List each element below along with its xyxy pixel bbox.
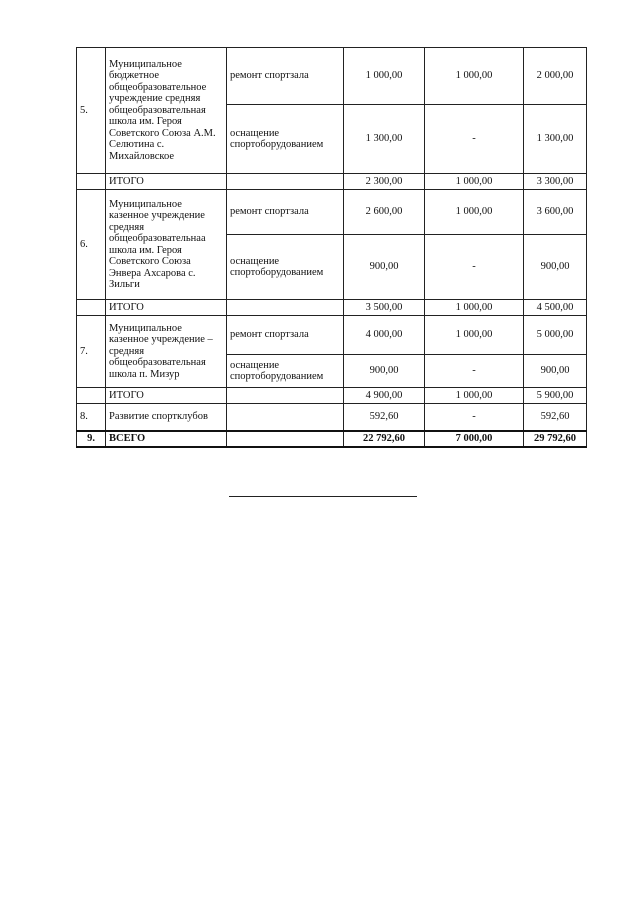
closing-line bbox=[229, 496, 417, 497]
value-cell: 1 000,00 bbox=[425, 48, 524, 105]
row-number: 5. bbox=[77, 48, 106, 174]
value-cell: 3 600,00 bbox=[524, 190, 587, 235]
grand-total-row bbox=[77, 431, 587, 447]
value-cell: - bbox=[425, 105, 524, 174]
value-cell: 1 000,00 bbox=[425, 316, 524, 355]
value-cell: 3 300,00 bbox=[524, 174, 587, 190]
empty-cell bbox=[77, 174, 106, 190]
value-cell: 5 900,00 bbox=[524, 388, 587, 404]
value-cell: - bbox=[425, 404, 524, 432]
value-cell: 900,00 bbox=[344, 235, 425, 300]
activity-cell: ремонт спортзала bbox=[227, 316, 344, 355]
value-cell: 4 000,00 bbox=[344, 316, 425, 355]
value-cell: 4 500,00 bbox=[524, 300, 587, 316]
organization-name: Муниципальное казенное учреждение средняя общеобразовательнаа школа им. Героя Советского Союза Энвера Ахсарова с. Зильги bbox=[106, 190, 227, 300]
budget-table bbox=[76, 47, 587, 448]
value-cell: 4 900,00 bbox=[344, 388, 425, 404]
total-row bbox=[77, 174, 587, 190]
activity-cell: оснащение спортоборудованием bbox=[227, 105, 344, 174]
activity-cell: ремонт спортзала bbox=[227, 48, 344, 105]
organization-name: Муниципальное казенное учреждение – средняя общеобразовательная школа п. Мизур bbox=[106, 316, 227, 388]
value-cell: 1 000,00 bbox=[425, 174, 524, 190]
value-cell: 900,00 bbox=[524, 355, 587, 388]
value-cell: 1 000,00 bbox=[425, 300, 524, 316]
value-cell: 1 300,00 bbox=[524, 105, 587, 174]
activity-cell: ремонт спортзала bbox=[227, 190, 344, 235]
empty-cell bbox=[77, 388, 106, 404]
value-cell: 900,00 bbox=[344, 355, 425, 388]
total-row bbox=[77, 388, 587, 404]
value-cell: 592,60 bbox=[524, 404, 587, 432]
organization-name: Муниципальное бюджетное общеобразовательное учреждение средняя общеобразовательная школа им. Героя Советского Союза А.М. Селютина с. Михайловское bbox=[106, 48, 227, 174]
row-number: 7. bbox=[77, 316, 106, 388]
grand-total-label: ВСЕГО bbox=[106, 431, 227, 447]
table-row bbox=[77, 404, 587, 432]
value-cell: 900,00 bbox=[524, 235, 587, 300]
value-cell: 7 000,00 bbox=[425, 431, 524, 447]
value-cell: - bbox=[425, 235, 524, 300]
activity-cell: оснащение спортоборудованием bbox=[227, 235, 344, 300]
value-cell: 29 792,60 bbox=[524, 431, 587, 447]
table-row bbox=[77, 316, 587, 355]
row-number: 6. bbox=[77, 190, 106, 300]
value-cell: 22 792,60 bbox=[344, 431, 425, 447]
empty-cell bbox=[227, 300, 344, 316]
row-number: 9. bbox=[77, 431, 106, 447]
empty-cell bbox=[227, 404, 344, 432]
table-row bbox=[77, 190, 587, 235]
table-row bbox=[77, 48, 587, 105]
activity-cell: оснащение спортоборудованием bbox=[227, 355, 344, 388]
empty-cell bbox=[77, 300, 106, 316]
value-cell: 5 000,00 bbox=[524, 316, 587, 355]
empty-cell bbox=[227, 174, 344, 190]
row-number: 8. bbox=[77, 404, 106, 432]
value-cell: 1 000,00 bbox=[425, 388, 524, 404]
sport-clubs-label: Развитие спортклубов bbox=[106, 404, 227, 432]
value-cell: 1 300,00 bbox=[344, 105, 425, 174]
value-cell: - bbox=[425, 355, 524, 388]
total-row bbox=[77, 300, 587, 316]
total-label: ИТОГО bbox=[106, 388, 227, 404]
value-cell: 592,60 bbox=[344, 404, 425, 432]
value-cell: 2 300,00 bbox=[344, 174, 425, 190]
value-cell: 1 000,00 bbox=[344, 48, 425, 105]
value-cell: 1 000,00 bbox=[425, 190, 524, 235]
total-label: ИТОГО bbox=[106, 174, 227, 190]
total-label: ИТОГО bbox=[106, 300, 227, 316]
empty-cell bbox=[227, 388, 344, 404]
value-cell: 3 500,00 bbox=[344, 300, 425, 316]
value-cell: 2 600,00 bbox=[344, 190, 425, 235]
value-cell: 2 000,00 bbox=[524, 48, 587, 105]
empty-cell bbox=[227, 431, 344, 447]
